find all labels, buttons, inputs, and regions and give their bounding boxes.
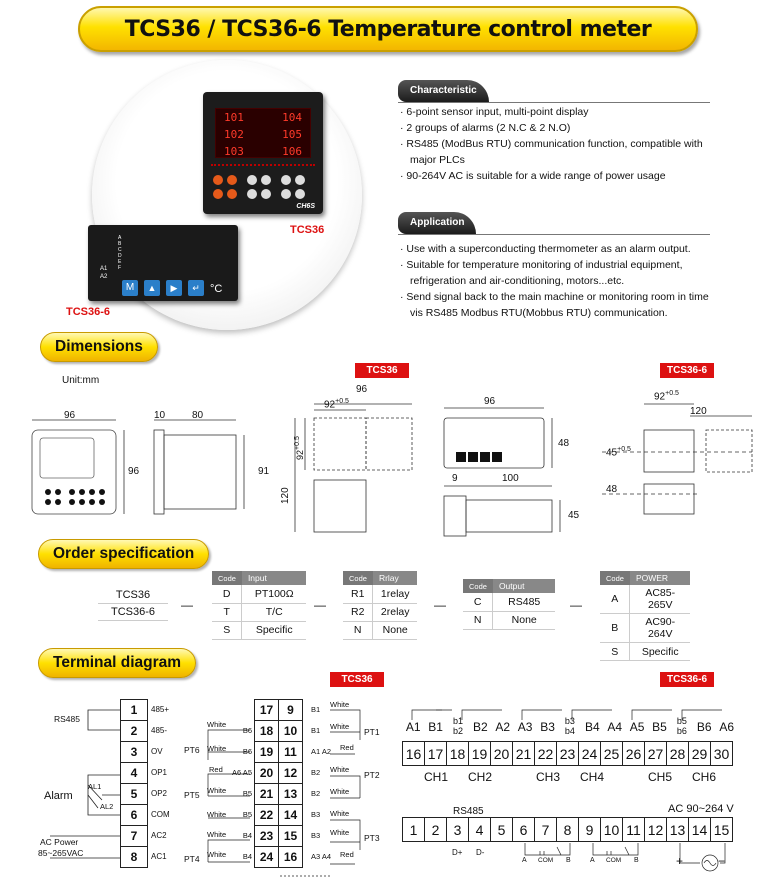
key-down[interactable] bbox=[295, 189, 305, 199]
top-terminal-label: A6 bbox=[719, 720, 734, 734]
top-terminal-label: A1 bbox=[405, 720, 421, 734]
grid-left-label: B6 bbox=[242, 726, 252, 735]
grid-right-label: A3 A4 bbox=[311, 852, 332, 861]
top-terminal-number: 21 bbox=[513, 742, 535, 766]
grid-terminal: 16 bbox=[279, 847, 303, 868]
white-wire-label: White bbox=[207, 720, 227, 729]
order-dash: — bbox=[570, 598, 582, 612]
power-value: AC90-264V bbox=[630, 614, 690, 643]
grid-left-label: B5 bbox=[242, 810, 252, 819]
top-terminal-number: 30 bbox=[711, 742, 733, 766]
grid-left-label: B4 bbox=[242, 852, 252, 861]
dim-6-side-h: 45 bbox=[568, 510, 580, 521]
key-down[interactable] bbox=[247, 189, 257, 199]
pin-number: 3 bbox=[121, 742, 148, 763]
top-terminal-number: 16 bbox=[403, 742, 425, 766]
grid-terminal: 14 bbox=[279, 805, 303, 826]
grid-right-label: B3 bbox=[311, 810, 321, 819]
dim-6-cutout-tol: +0.5 bbox=[665, 390, 679, 397]
tcs36-keys bbox=[213, 175, 317, 199]
a-label: A bbox=[590, 857, 595, 864]
channel-label: CH3 bbox=[536, 770, 561, 784]
pin-number: 7 bbox=[121, 826, 148, 847]
input-value: PT100Ω bbox=[242, 585, 306, 603]
minus-label: − bbox=[718, 854, 726, 868]
input-value: T/C bbox=[242, 603, 306, 621]
bottom-terminal-number: 10 bbox=[601, 818, 623, 842]
pin-number: 1 bbox=[121, 700, 148, 721]
dim-6-cutout-w-value: 92 bbox=[654, 391, 666, 403]
pin-number: 2 bbox=[121, 721, 148, 742]
output-value: RS485 bbox=[493, 593, 555, 611]
com-label: COM bbox=[606, 857, 622, 864]
term-tcs36-6-tag: TCS36-6 bbox=[660, 672, 714, 687]
order-heading bbox=[38, 539, 209, 569]
divider bbox=[398, 102, 710, 103]
order-title: Order specification bbox=[53, 545, 195, 562]
input-code: T bbox=[212, 603, 242, 621]
white-wire-label: White bbox=[330, 722, 350, 731]
channel-label: CH4 bbox=[580, 770, 605, 784]
top-terminal-label: B6 bbox=[696, 720, 712, 734]
top-terminal-label: B3 bbox=[540, 720, 555, 734]
grid-left-label: B5 bbox=[242, 789, 252, 798]
output-code: C bbox=[463, 593, 493, 611]
white-wire-label: White bbox=[330, 828, 350, 837]
top-terminal-label: b1 b2 bbox=[452, 716, 463, 736]
pt5-label: PT5 bbox=[184, 790, 200, 800]
pin-label: OV bbox=[151, 747, 163, 756]
alarm-label-a2: A2 bbox=[100, 274, 108, 280]
dim-6-cutout-h bbox=[606, 446, 631, 458]
key-up[interactable] bbox=[281, 175, 291, 185]
bottom-terminal-number: 5 bbox=[491, 818, 513, 842]
up-key-icon[interactable]: ▲ bbox=[144, 280, 160, 296]
model-list bbox=[98, 587, 168, 621]
output-header-label: Output bbox=[493, 579, 555, 593]
top-terminal-row bbox=[402, 741, 733, 766]
model-item: TCS36 bbox=[98, 587, 168, 604]
red-wire-label: Red bbox=[209, 765, 223, 774]
order-dash: — bbox=[181, 598, 193, 612]
dim-front-width: 96 bbox=[64, 410, 76, 421]
top-terminal-number: 17 bbox=[425, 742, 447, 766]
terminal-heading bbox=[38, 648, 196, 678]
key-orange[interactable] bbox=[227, 175, 237, 185]
red-wire-label: Red bbox=[340, 743, 354, 752]
grid-terminal: 12 bbox=[279, 763, 303, 784]
dim-cutout-vertical-hole bbox=[294, 436, 305, 460]
relay-header-label: Rrlay bbox=[373, 571, 417, 585]
grid-right-label: A1 A2 bbox=[311, 747, 332, 756]
pt3-label: PT3 bbox=[364, 833, 380, 843]
dim-6-cutout-pitch: 120 bbox=[690, 406, 707, 417]
tcs36-display bbox=[215, 108, 311, 158]
display-rows bbox=[216, 109, 310, 160]
input-value: Specific bbox=[242, 621, 306, 639]
display-value: 103 bbox=[224, 145, 244, 158]
power-code: A bbox=[600, 585, 630, 614]
al1-label: AL1 bbox=[88, 782, 102, 791]
grid-terminal: 23 bbox=[255, 826, 279, 847]
power-value: Specific bbox=[630, 643, 690, 661]
relay-value: 2relay bbox=[373, 603, 417, 621]
white-wire-label: White bbox=[207, 830, 227, 839]
bottom-terminal-number: 14 bbox=[689, 818, 711, 842]
input-code: S bbox=[212, 621, 242, 639]
grid-terminal: 11 bbox=[279, 742, 303, 763]
power-value: AC85-265V bbox=[630, 585, 690, 614]
top-terminal-number: 26 bbox=[623, 742, 645, 766]
top-terminal-number: 23 bbox=[557, 742, 579, 766]
pin-number: 6 bbox=[121, 805, 148, 826]
tcs36-6-device bbox=[88, 225, 238, 301]
ac-power-label: AC Power bbox=[40, 837, 79, 847]
b-label: B bbox=[566, 857, 571, 864]
characteristic-list bbox=[400, 104, 710, 184]
dim-cutout-pitch: 96 bbox=[356, 384, 368, 395]
pin-label: AC1 bbox=[151, 852, 167, 861]
characteristic-title: Characteristic bbox=[410, 85, 477, 96]
relay-header-code: Code bbox=[343, 571, 373, 585]
pt4-label: PT4 bbox=[184, 854, 200, 864]
bottom-terminal-row bbox=[402, 817, 733, 842]
dim-6-cutout-pitch-v: 48 bbox=[606, 484, 618, 495]
pin-label: AC2 bbox=[151, 831, 167, 840]
dim-cutout-hole bbox=[324, 398, 349, 410]
middle-wiring bbox=[200, 700, 370, 885]
top-terminal-label: B2 bbox=[473, 720, 488, 734]
grid-terminal: 9 bbox=[279, 700, 303, 721]
tcs36-6-keys bbox=[122, 280, 204, 296]
white-wire-label: White bbox=[330, 700, 350, 709]
channel-label: CH1 bbox=[424, 770, 449, 784]
top-terminal-label: B1 bbox=[428, 720, 443, 734]
bottom-terminal-number: 3 bbox=[447, 818, 469, 842]
power-table bbox=[600, 571, 690, 661]
bottom-terminal-number: 6 bbox=[513, 818, 535, 842]
grid-terminal: 17 bbox=[255, 700, 279, 721]
top-terminal-label: B5 bbox=[652, 720, 667, 734]
output-code: N bbox=[463, 611, 493, 629]
grid-right-label: B3 bbox=[311, 831, 321, 840]
small-letter: E bbox=[118, 259, 122, 265]
dim-cutout-tol: +0.5 bbox=[335, 398, 349, 405]
dim-6-front-width: 96 bbox=[484, 396, 496, 407]
left-pin-labels bbox=[151, 699, 170, 867]
dim-6-front-height: 48 bbox=[558, 438, 570, 449]
characteristic-item: · 90-264V AC is suitable for a wide range of power usage bbox=[400, 170, 666, 182]
right-key-icon[interactable]: ▶ bbox=[166, 280, 182, 296]
bottom-terminal-number: 7 bbox=[535, 818, 557, 842]
dim-6-cutout-h-tol: +0.5 bbox=[617, 446, 631, 453]
top-terminal-number: 29 bbox=[689, 742, 711, 766]
dim-front-height: 96 bbox=[128, 466, 140, 477]
dim-tcs36-6-tag: TCS36-6 bbox=[660, 363, 714, 378]
small-letter: C bbox=[118, 247, 122, 253]
top-terminal-number: 22 bbox=[535, 742, 557, 766]
small-letter: A bbox=[118, 235, 122, 241]
top-terminal-label: b3 b4 bbox=[564, 716, 575, 736]
display-value: 105 bbox=[282, 128, 302, 141]
key-orange[interactable] bbox=[227, 189, 237, 199]
white-wire-label: White bbox=[207, 744, 227, 753]
model-mark: CH6S bbox=[296, 203, 315, 210]
power-code: S bbox=[600, 643, 630, 661]
ac-power-range: 85~265VAC bbox=[38, 848, 84, 858]
top-terminal-number: 24 bbox=[579, 742, 601, 766]
small-letters bbox=[118, 235, 124, 271]
top-terminal-number: 27 bbox=[645, 742, 667, 766]
display-value: 102 bbox=[224, 128, 244, 141]
display-row bbox=[216, 109, 310, 126]
page-title: TCS36 / TCS36-6 Temperature control meter bbox=[124, 16, 652, 42]
application-item: · Use with a superconducting thermometer as an alarm output. bbox=[400, 243, 691, 255]
dim-cutout-vertical: 120 bbox=[280, 487, 291, 504]
input-code: D bbox=[212, 585, 242, 603]
top-terminal-label: A2 bbox=[495, 720, 511, 734]
bottom-terminal-number: 15 bbox=[711, 818, 733, 842]
tcs36-device bbox=[203, 92, 323, 214]
top-terminal-label: b5 b6 bbox=[676, 716, 687, 736]
bottom-wiring bbox=[515, 843, 745, 873]
pin-number: 8 bbox=[121, 847, 148, 868]
alarm-label: Alarm bbox=[44, 790, 73, 802]
small-letter: B bbox=[118, 241, 122, 247]
term-tcs36-tag: TCS36 bbox=[330, 672, 384, 687]
bottom-terminal-number: 1 bbox=[403, 818, 425, 842]
top-terminal-label: A3 bbox=[517, 720, 533, 734]
grid-terminal: 19 bbox=[255, 742, 279, 763]
relay-code: R2 bbox=[343, 603, 373, 621]
output-value: None bbox=[493, 611, 555, 629]
grid-right-label: B2 bbox=[311, 768, 321, 777]
dim-cutout-tol-v: +0.5 bbox=[294, 436, 301, 450]
characteristic-heading bbox=[398, 80, 489, 102]
dimension-drawings bbox=[0, 380, 760, 540]
top-wiring bbox=[402, 700, 742, 722]
display-value: 106 bbox=[282, 145, 302, 158]
pin-label: OP1 bbox=[151, 768, 168, 777]
key-up[interactable] bbox=[261, 175, 271, 185]
pt2-label: PT2 bbox=[364, 770, 380, 780]
model-item: TCS36-6 bbox=[98, 604, 168, 621]
dim-side-b: 80 bbox=[192, 410, 204, 421]
key-down[interactable] bbox=[281, 189, 291, 199]
alarm-label-a1: A1 bbox=[100, 266, 108, 272]
top-terminal-label: A4 bbox=[607, 720, 623, 734]
display-row bbox=[216, 126, 310, 143]
bottom-ac-label: AC 90~264 V bbox=[668, 803, 734, 815]
b-label: B bbox=[634, 857, 639, 864]
pin-number: 5 bbox=[121, 784, 148, 805]
small-letter: F bbox=[118, 265, 122, 271]
input-table bbox=[212, 571, 306, 640]
divider bbox=[398, 234, 710, 235]
top-terminal-number: 28 bbox=[667, 742, 689, 766]
dimensions-title: Dimensions bbox=[55, 338, 143, 355]
pt1-label: PT1 bbox=[364, 727, 380, 737]
m-key[interactable]: M bbox=[122, 280, 138, 296]
display-value: 101 bbox=[224, 111, 244, 124]
bottom-terminal-number: 8 bbox=[557, 818, 579, 842]
dim-cutout-hole-value: 92 bbox=[324, 399, 336, 411]
application-item: · Suitable for temperature monitoring of industrial equipment, refrigeration and air-conditioning, motors...etc. bbox=[400, 259, 683, 287]
pin-label: OP2 bbox=[151, 789, 168, 798]
dim-tcs36-tag: TCS36 bbox=[355, 363, 409, 378]
bottom-terminal-number: 12 bbox=[645, 818, 667, 842]
white-wire-label: White bbox=[330, 765, 350, 774]
grid-left-label: B4 bbox=[242, 831, 252, 840]
grid-terminal: 13 bbox=[279, 784, 303, 805]
key-up[interactable] bbox=[247, 175, 257, 185]
indicator-dots bbox=[211, 164, 315, 167]
white-wire-label: White bbox=[207, 850, 227, 859]
grid-terminal: 10 bbox=[279, 721, 303, 742]
grid-right-label: B1 bbox=[311, 705, 321, 714]
d-minus-label: D- bbox=[476, 848, 485, 857]
grid-terminal: 22 bbox=[255, 805, 279, 826]
a-label: A bbox=[522, 857, 527, 864]
title-banner bbox=[78, 6, 698, 52]
dim-6-side-b: 100 bbox=[502, 473, 519, 484]
key-down[interactable] bbox=[261, 189, 271, 199]
output-header-code: Code bbox=[463, 579, 493, 593]
relay-table bbox=[343, 571, 417, 640]
unit-symbol: °C bbox=[210, 283, 223, 295]
top-terminal-number: 20 bbox=[491, 742, 513, 766]
red-wire-label: Red bbox=[340, 850, 354, 859]
terminal-title: Terminal diagram bbox=[53, 654, 182, 671]
key-orange[interactable] bbox=[213, 189, 223, 199]
bottom-terminal-number: 11 bbox=[623, 818, 645, 842]
white-wire-label: White bbox=[330, 787, 350, 796]
application-heading bbox=[398, 212, 476, 234]
channel-label: CH6 bbox=[692, 770, 717, 784]
dim-side-a: 10 bbox=[154, 410, 166, 421]
channel-label: CH5 bbox=[648, 770, 673, 784]
bottom-terminal-number: 2 bbox=[425, 818, 447, 842]
top-terminal-number: 19 bbox=[469, 742, 491, 766]
order-dash: — bbox=[314, 598, 326, 612]
d-plus-label: D+ bbox=[452, 848, 463, 857]
grid-terminal: 24 bbox=[255, 847, 279, 868]
dim-6-cutout-h-value: 45 bbox=[606, 447, 618, 459]
relay-value: 1relay bbox=[373, 585, 417, 603]
tcs36-6-product-label: TCS36-6 bbox=[66, 306, 111, 318]
tcs36-product-label: TCS36 bbox=[290, 224, 325, 236]
bottom-terminal-number: 4 bbox=[469, 818, 491, 842]
characteristic-item: · 2 groups of alarms (2 N.C & 2 N.O) bbox=[400, 122, 571, 134]
channel-label: CH2 bbox=[468, 770, 493, 784]
pin-number: 4 bbox=[121, 763, 148, 784]
power-code: B bbox=[600, 614, 630, 643]
rs485-label: RS485 bbox=[54, 714, 80, 724]
order-dash: — bbox=[434, 598, 446, 612]
white-wire-label: White bbox=[207, 786, 227, 795]
left-wiring bbox=[40, 700, 130, 870]
relay-value: None bbox=[373, 621, 417, 639]
display-value: 104 bbox=[282, 111, 302, 124]
grid-terminal: 21 bbox=[255, 784, 279, 805]
plus-label: + bbox=[676, 854, 684, 868]
enter-key-icon[interactable]: ↵ bbox=[188, 280, 204, 296]
grid-right-label: B1 bbox=[311, 726, 321, 735]
white-wire-label: White bbox=[207, 810, 227, 819]
display-row bbox=[216, 143, 310, 160]
dim-6-cutout-w bbox=[654, 390, 679, 402]
pin-label: COM bbox=[151, 810, 170, 819]
unit-note: Unit:mm bbox=[62, 375, 100, 386]
output-table bbox=[463, 579, 555, 630]
dim-side-c: 91 bbox=[258, 466, 270, 477]
input-header-label: Input bbox=[242, 571, 306, 585]
white-wire-label: White bbox=[330, 809, 350, 818]
com-label: COM bbox=[538, 857, 554, 864]
top-terminal-number: 25 bbox=[601, 742, 623, 766]
bottom-terminal-number: 13 bbox=[667, 818, 689, 842]
top-terminal-label: B4 bbox=[584, 720, 600, 734]
grid-right-label: B2 bbox=[311, 789, 321, 798]
pt6-label: PT6 bbox=[184, 745, 200, 755]
power-header-label: POWER bbox=[630, 571, 690, 585]
characteristic-item: · 6-point sensor input, multi-point display bbox=[400, 106, 589, 118]
pin-label: 485+ bbox=[151, 705, 170, 714]
bottom-terminal-number: 9 bbox=[579, 818, 601, 842]
bottom-rs485-label: RS485 bbox=[453, 806, 484, 817]
dimensions-heading bbox=[40, 332, 158, 362]
al2-label: AL2 bbox=[100, 802, 114, 811]
key-orange[interactable] bbox=[213, 175, 223, 185]
small-letter: D bbox=[118, 253, 122, 259]
application-list bbox=[400, 241, 712, 321]
characteristic-item: · RS485 (ModBus RTU) communication function, compatible with major PLCs bbox=[400, 138, 703, 166]
application-item: · Send signal back to the main machine or monitoring room in time vis RS485 Modbus RTU(Mobbus RTU) communication. bbox=[400, 291, 709, 319]
grid-left-label: B6 bbox=[242, 747, 252, 756]
dim-cutout-hole-value-v: 92 bbox=[295, 449, 305, 460]
application-title: Application bbox=[410, 217, 465, 228]
relay-code: N bbox=[343, 621, 373, 639]
top-terminal-number: 18 bbox=[447, 742, 469, 766]
alarm-labels bbox=[100, 265, 107, 281]
dim-6-side-a: 9 bbox=[452, 473, 458, 484]
grid-left-label: A6 A5 bbox=[231, 768, 252, 777]
grid-terminal: 18 bbox=[255, 721, 279, 742]
top-terminal-label: A5 bbox=[629, 720, 645, 734]
power-header-code: Code bbox=[600, 571, 630, 585]
relay-code: R1 bbox=[343, 585, 373, 603]
grid-terminal: 20 bbox=[255, 763, 279, 784]
pin-label: 485- bbox=[151, 726, 168, 735]
key-up[interactable] bbox=[295, 175, 305, 185]
input-header-code: Code bbox=[212, 571, 242, 585]
grid-terminal: 15 bbox=[279, 826, 303, 847]
